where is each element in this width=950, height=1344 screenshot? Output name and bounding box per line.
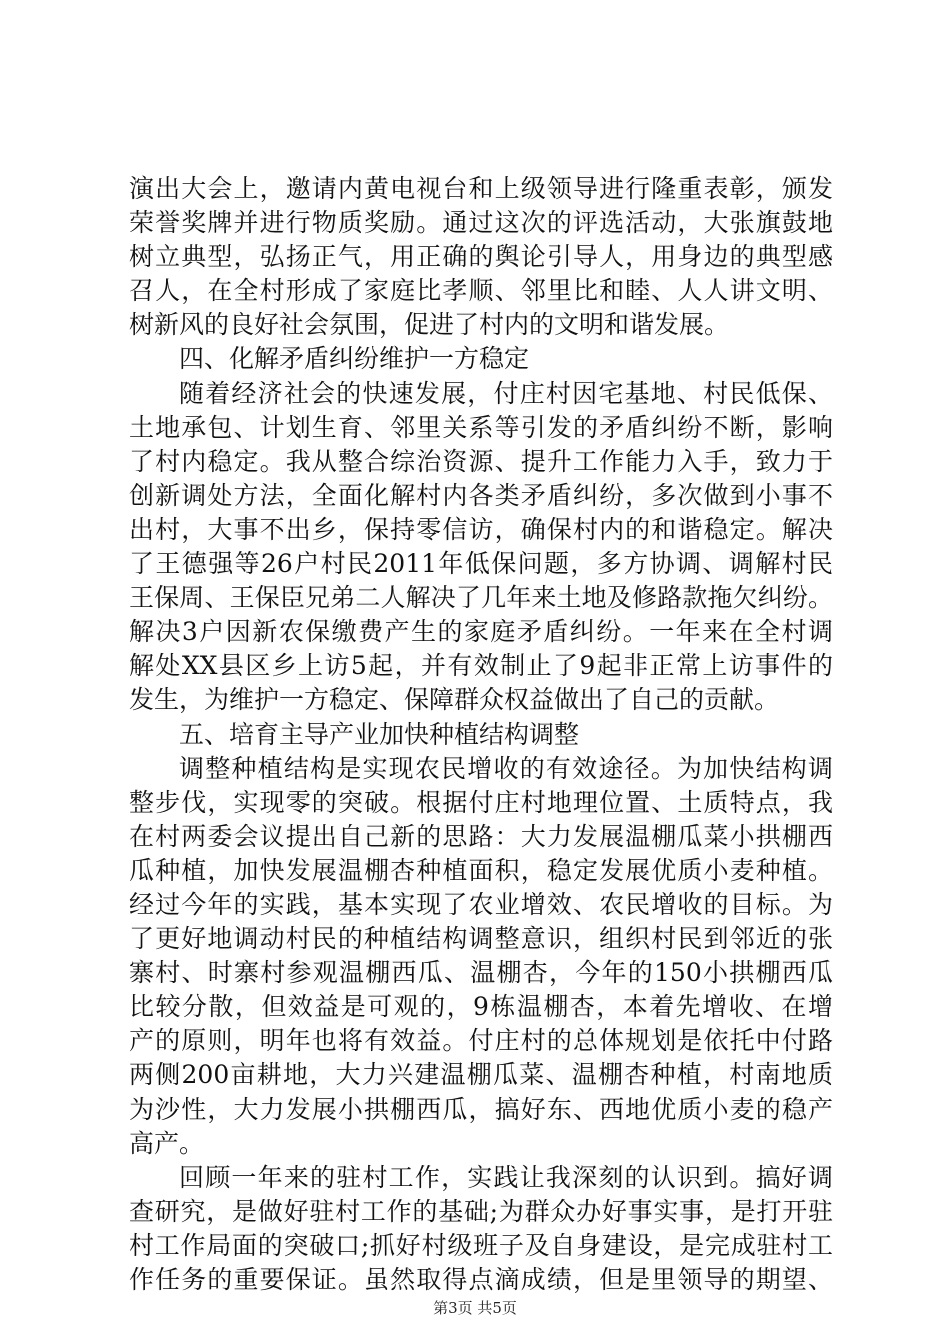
text-line: 瓜种植，加快发展温棚杏种植面积，稳定发展优质小麦种植。 xyxy=(129,855,833,885)
text-line: 树立典型，弘扬正气，用正确的舆论引导人，用身边的典型感 xyxy=(129,242,833,272)
text-line: 树新风的良好社会氛围，促进了村内的文明和谐发展。 xyxy=(129,310,730,340)
text-line: 回顾一年来的驻村工作，实践让我深刻的认识到。搞好调 xyxy=(179,1162,833,1192)
text-line: 高产。 xyxy=(129,1128,205,1158)
document-body xyxy=(129,172,833,1297)
section-heading: 四、化解矛盾纠纷维护一方稳定 xyxy=(179,344,530,374)
text-line: 寨村、时寨村参观温棚西瓜、温棚杏，今年的150小拱棚西瓜 xyxy=(129,958,833,988)
text-line: 在村两委会议提出自己新的思路：大力发展温棚瓜菜小拱棚西 xyxy=(129,821,833,851)
text-line: 出村，大事不出乡，保持零信访，确保村内的和谐稳定。解决 xyxy=(129,514,833,544)
text-line: 创新调处方法，全面化解村内各类矛盾纠纷，多次做到小事不 xyxy=(129,480,833,510)
text-line: 产的原则，明年也将有效益。付庄村的总体规划是依托中付路 xyxy=(129,1026,833,1056)
text-line: 了村内稳定。我从整合综治资源、提升工作能力入手，致力于 xyxy=(129,446,833,476)
text-line: 王保周、王保臣兄弟二人解决了几年来土地及修路款拖欠纠纷。 xyxy=(129,583,833,613)
text-line: 调整种植结构是实现农民增收的有效途径。为加快结构调 xyxy=(179,753,833,783)
text-line: 作任务的重要保证。虽然取得点滴成绩，但是里领导的期望、 xyxy=(129,1265,833,1294)
section-heading: 五、培育主导产业加快种植结构调整 xyxy=(179,719,580,749)
page-number-footer: 第3页 共5页 xyxy=(433,1299,517,1317)
text-line: 了王德强等26户村民2011年低保问题，多方协调、调解村民 xyxy=(129,549,833,579)
text-line: 土地承包、计划生育、邻里关系等引发的矛盾纠纷不断，影响 xyxy=(129,412,833,442)
text-line: 随着经济社会的快速发展，付庄村因宅基地、村民低保、 xyxy=(179,378,833,408)
text-line: 为沙性，大力发展小拱棚西瓜，搞好东、西地优质小麦的稳产 xyxy=(129,1094,833,1124)
text-line: 查研究，是做好驻村工作的基础;为群众办好事实事，是打开驻 xyxy=(129,1196,833,1226)
text-line: 荣誉奖牌并进行物质奖励。通过这次的评选活动，大张旗鼓地 xyxy=(129,208,833,238)
text-line: 解决3户因新农保缴费产生的家庭矛盾纠纷。一年来在全村调 xyxy=(129,617,833,647)
text-line: 发生，为维护一方稳定、保障群众权益做出了自己的贡献。 xyxy=(129,685,780,715)
text-line: 两侧200亩耕地，大力兴建温棚瓜菜、温棚杏种植，村南地质 xyxy=(129,1060,833,1090)
text-line: 解处XX县区乡上访5起，并有效制止了9起非正常上访事件的 xyxy=(129,651,833,681)
text-line: 整步伐，实现零的突破。根据付庄村地理位置、土质特点，我 xyxy=(129,787,833,817)
text-line: 演出大会上，邀请内黄电视台和上级领导进行隆重表彰，颁发 xyxy=(129,174,833,203)
text-line: 比较分散，但效益是可观的，9栋温棚杏，本着先增收、在增 xyxy=(129,992,833,1022)
text-line: 召人，在全村形成了家庭比孝顺、邻里比和睦、人人讲文明、 xyxy=(129,276,833,306)
text-line: 了更好地调动村民的种植结构调整意识，组织村民到邻近的张 xyxy=(129,924,833,954)
text-line: 村工作局面的突破口;抓好村级班子及自身建设，是完成驻村工 xyxy=(129,1230,833,1260)
text-line: 经过今年的实践，基本实现了农业增效、农民增收的目标。为 xyxy=(129,889,833,919)
